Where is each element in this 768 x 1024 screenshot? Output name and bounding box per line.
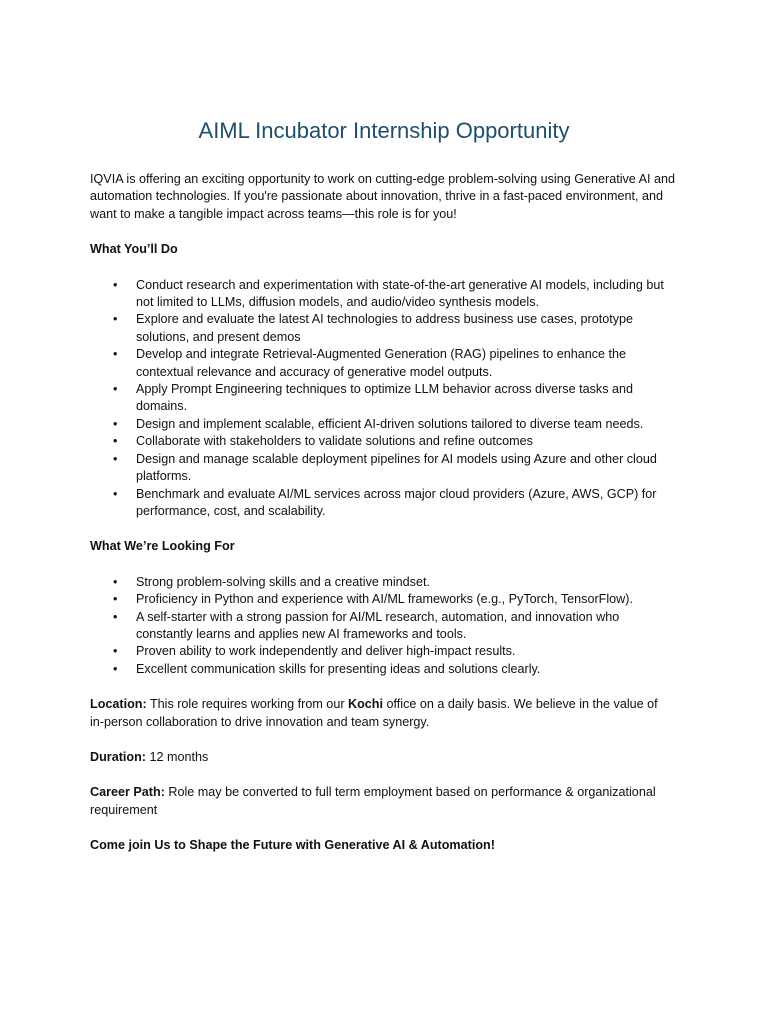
page-title: AIML Incubator Internship Opportunity [198, 118, 570, 143]
list-item: • Design and implement scalable, efficient AI-driven solutions tailored to diverse team needs. [136, 416, 675, 433]
list-item: • Proficiency in Python and experience with AI/ML frameworks (e.g., PyTorch, TensorFlow). [136, 591, 675, 608]
list-item: • Develop and integrate Retrieval-Augmented Generation (RAG) pipelines to enhance the contextual relevance and accuracy of generative model outputs. [136, 346, 675, 381]
career-path-paragraph [90, 784, 675, 819]
list-item: • Apply Prompt Engineering techniques to optimize LLM behavior across diverse tasks and domains. [136, 381, 675, 416]
list-item: • A self-starter with a strong passion for AI/ML research, automation, and innovation who constantly learns and applies new AI frameworks and tools. [136, 609, 675, 644]
duration-text: 12 months [145, 749, 209, 764]
list-item: • Design and manage scalable deployment pipelines for AI models using Azure and other cloud platforms. [136, 451, 675, 486]
career-path-text: Role may be converted to full term employment based on performance & organizational requirement [90, 785, 656, 817]
intro-paragraph: IQVIA is offering an exciting opportunity to work on cutting-edge problem-solving using Generative AI and automation technologies. If you're passionate about innovation, thrive in a fast-paced environment, and want to make a tangible impact across teams—this role is for you! [90, 172, 676, 221]
what-you-do-heading: What You’ll Do [90, 242, 178, 257]
duration-label: Duration: [90, 749, 146, 764]
list-item: • Explore and evaluate the latest AI technologies to address business use cases, prototype solutions, and present demos [136, 311, 675, 346]
location-city: Kochi [348, 697, 383, 712]
closing-line: Come join Us to Shape the Future with Generative AI & Automation! [90, 838, 495, 853]
list-item: • Collaborate with stakeholders to validate solutions and refine outcomes [136, 433, 675, 450]
location-label: Location: [90, 697, 147, 712]
list-item: • Conduct research and experimentation with state-of-the-art generative AI models, including but not limited to LLMs, diffusion models, and audio/video synthesis models. [136, 277, 675, 312]
list-item: • Strong problem-solving skills and a creative mindset. [136, 574, 675, 591]
location-paragraph [90, 696, 675, 731]
location-text-after: office on a daily basis. We believe in the value of in-person collaboration to drive innovation and team synergy. [90, 697, 658, 729]
career-path-label: Career Path: [90, 785, 165, 800]
looking-for-list [90, 574, 675, 678]
document-body [90, 171, 675, 855]
list-item: • Proven ability to work independently and deliver high-impact results. [136, 643, 675, 660]
looking-for-heading: What We’re Looking For [90, 539, 235, 554]
list-item: • Excellent communication skills for presenting ideas and solutions clearly. [136, 661, 675, 678]
what-you-do-list [90, 277, 675, 521]
list-item: • Benchmark and evaluate AI/ML services across major cloud providers (Azure, AWS, GCP) for performance, cost, and scalability. [136, 486, 675, 521]
duration-paragraph [90, 749, 675, 766]
location-text-before: This role requires working from our [146, 697, 349, 712]
